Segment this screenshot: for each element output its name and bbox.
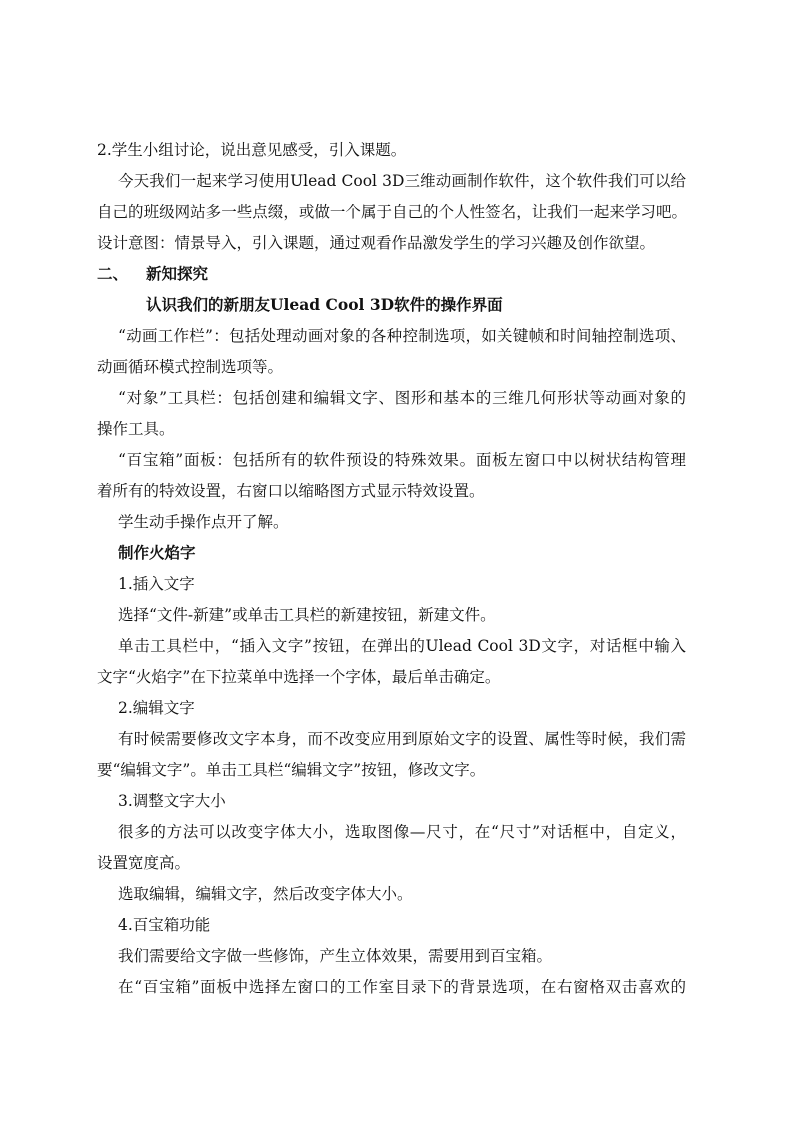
text-line: 在“百宝箱”面板中选择左窗口的工作室目录下的背景选项，在右窗格双击喜欢的 xyxy=(118,978,686,996)
text-line: 选择“文件-新建”或单击工具栏的新建按钮，新建文件。 xyxy=(118,606,496,624)
text-line: 着所有的特效设置，右窗口以缩略图方式显示特效设置。 xyxy=(97,482,485,500)
text-line: 我们需要给文字做一些修饰，产生立体效果，需要用到百宝箱。 xyxy=(118,947,553,965)
section-title: 新知探究 xyxy=(146,264,209,283)
text-line: 今天我们一起来学习使用Ulead Cool 3D三维动画制作软件，这个软件我们可以给 xyxy=(118,172,686,190)
text-line: 学生动手操作点开了解。 xyxy=(118,513,289,531)
text-line: 动画循环模式控制选项等。 xyxy=(97,358,284,376)
text-line: 很多的方法可以改变字体大小，选取图像—尺寸，在“尺寸”对话框中，自定义， xyxy=(118,823,686,841)
text-line: 要“编辑文字”。单击工具栏“编辑文字”按钮，修改文字。 xyxy=(97,761,486,779)
text-line: “动画工作栏”：包括处理动画对象的各种控制选项，如关键帧和时间轴控制选项、 xyxy=(118,327,686,345)
text-line: 文字“火焰字”在下拉菜单中选择一个字体，最后单击确定。 xyxy=(97,668,501,686)
step-title: 2.编辑文字 xyxy=(118,699,195,717)
subsection-title: 认识我们的新朋友Ulead Cool 3D软件的操作界面 xyxy=(146,295,503,314)
step-title: 4.百宝箱功能 xyxy=(118,916,211,934)
step-title: 3.调整文字大小 xyxy=(118,792,226,810)
text-line: 选取编辑，编辑文字，然后改变字体大小。 xyxy=(118,885,413,903)
step-title: 1.插入文字 xyxy=(118,575,195,593)
text-line: 设计意图：情景导入，引入课题，通过观看作品激发学生的学习兴趣及创作欲望。 xyxy=(97,234,656,252)
text-line: 操作工具。 xyxy=(97,420,175,438)
section-number: 二、 xyxy=(97,264,129,283)
text-line: 设置宽度高。 xyxy=(97,854,191,872)
text-line: 有时候需要修改文字本身，而不改变应用到原始文字的设置、属性等时候，我们需 xyxy=(118,730,686,748)
text-line: 单击工具栏中，“插入文字”按钮，在弹出的Ulead Cool 3D文字，对话框中输入 xyxy=(118,637,686,655)
text-line: 自己的班级网站多一些点缀，或做一个属于自己的个人性签名，让我们一起来学习吧。 xyxy=(97,203,687,221)
text-line: “对象”工具栏：包括创建和编辑文字、图形和基本的三维几何形状等动画对象的 xyxy=(118,389,686,407)
subsection-title: 制作火焰字 xyxy=(118,543,196,562)
text-line: “百宝箱”面板：包括所有的软件预设的特殊效果。面板左窗口中以树状结构管理 xyxy=(118,451,686,469)
text-line: 2.学生小组讨论，说出意见感受，引入课题。 xyxy=(97,141,407,159)
